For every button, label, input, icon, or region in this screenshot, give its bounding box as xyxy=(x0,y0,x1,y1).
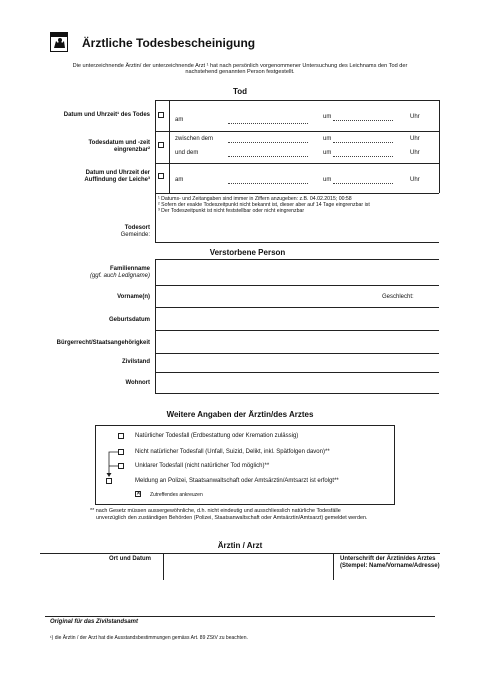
field-buergerrecht[interactable] xyxy=(157,331,437,352)
label-geschlecht: Geschlecht: xyxy=(382,294,414,300)
time-notes xyxy=(158,196,438,215)
intro-line-1: Die unterzeichnende Ärztin/ der unterzeichnende Arzt ¹ hat nach persönlich vorgenommener Untersuchung des Leichnams den Tod der xyxy=(72,63,408,69)
time-note-1: ¹ Datums- und Zeitangaben sind immer in Ziffern anzugeben: z.B. 04.02.2015; 00:58 xyxy=(158,196,352,202)
label-unterschrift-line1: Unterschrift der Ärztin/des Arztes xyxy=(340,556,436,562)
field-geburtsdatum[interactable] xyxy=(157,308,437,329)
section-heading-person: Verstorbene Person xyxy=(209,248,286,257)
option-natuerlich: Natürlicher Todesfall (Erdbestattung oder Kremation zulässig) xyxy=(135,433,299,439)
document-title: Ärztliche Todesbescheinigung xyxy=(82,36,256,50)
footnote-meldung xyxy=(90,508,420,523)
section-heading-tod: Tod xyxy=(232,87,248,96)
field-um-time-2a[interactable] xyxy=(333,142,393,143)
label-geburtsdatum: Geburtsdatum xyxy=(108,317,150,323)
label-unterschrift xyxy=(340,556,440,570)
field-ort-datum[interactable] xyxy=(165,555,331,579)
field-todesort[interactable] xyxy=(157,219,437,241)
label-um-2a: um xyxy=(323,136,332,142)
label-am-3: am xyxy=(175,177,184,183)
option-unklar: Unklarer Todesfall (nicht natürlicher Tod möglich)** xyxy=(135,463,270,469)
field-um-time-2b[interactable] xyxy=(333,156,393,157)
label-um-3: um xyxy=(323,177,332,183)
label-zivilstand: Zivilstand xyxy=(121,359,150,365)
label-zutreffendes: Zutreffendes ankreuzen xyxy=(150,492,203,498)
label-ledigname: (ggf. auch Ledigname) xyxy=(89,272,150,279)
checkbox-auffindung[interactable] xyxy=(158,173,164,179)
label-am-1: am xyxy=(175,117,184,123)
label-zwischen-dem: zwischen dem xyxy=(175,136,214,142)
label-wohnort: Wohnort xyxy=(125,380,150,386)
label-uhr-2a: Uhr xyxy=(410,136,420,142)
checkbox-natuerlich[interactable] xyxy=(118,433,124,439)
checkbox-eingrenzbar[interactable] xyxy=(158,142,164,148)
section-heading-weitere: Weitere Angaben der Ärztin/des Arztes xyxy=(166,410,314,419)
label-todesdatum-line2: eingrenzbar² xyxy=(113,146,150,153)
label-uhr-3: Uhr xyxy=(410,177,420,183)
label-unterschrift-line2: (Stempel: Name/Vorname/Adresse) xyxy=(340,562,440,569)
label-vorname: Vorname(n) xyxy=(117,294,150,300)
field-und-date[interactable] xyxy=(228,156,308,157)
label-todesdatum-eingrenzbar xyxy=(20,140,150,154)
field-familienname[interactable] xyxy=(157,260,437,284)
field-zwischen-date[interactable] xyxy=(228,142,308,143)
label-gemeinde: Gemeinde: xyxy=(120,232,150,238)
label-und-dem: und dem xyxy=(175,150,199,156)
field-um-time-1[interactable] xyxy=(333,120,393,121)
coat-of-arms-logo xyxy=(50,32,68,52)
label-datum-uhrzeit-tod: Datum und Uhrzeit¹ des Todes xyxy=(63,112,150,118)
label-todesort: Todesort xyxy=(124,225,150,231)
option-meldung: Meldung an Polizei, Staatsanwaltschaft oder Amtsärztin/Amtsarzt ist erfolgt** xyxy=(135,478,339,484)
field-am-date-1[interactable] xyxy=(228,123,308,124)
label-ort-datum: Ort und Datum xyxy=(109,556,151,562)
field-zivilstand[interactable] xyxy=(157,354,437,371)
label-auffindung-line2: Auffindung der Leiche³ xyxy=(84,176,150,183)
bracket-arrow xyxy=(104,450,120,480)
label-familienname: Familienname xyxy=(109,266,150,272)
label-um-1: um xyxy=(323,114,332,120)
field-um-time-3[interactable] xyxy=(333,183,393,184)
time-note-3: ³ Der Todeszeitpunkt ist nicht feststellbar oder nicht eingrenzbar xyxy=(158,208,305,215)
label-auffindung xyxy=(20,170,150,184)
intro-text xyxy=(30,63,450,76)
label-auffindung-line1: Datum und Uhrzeit der xyxy=(85,170,150,176)
intro-line-2: nachstehend genannten Person festgestellt. xyxy=(185,69,295,76)
footnote-line-2: unverzüglich den zuständigen Behörden (Polizei, Staatsanwaltschaft oder Amtsärztin/Amtsarzt) gemeldet werden. xyxy=(96,515,368,522)
label-original: Original für das Zivilstandsamt xyxy=(50,619,139,625)
field-am-date-3[interactable] xyxy=(228,183,308,184)
checkbox-datum-tod[interactable] xyxy=(158,112,164,118)
option-nicht-natuerlich: Nicht natürlicher Todesfall (Unfall, Suizid, Delikt, inkl. Spätfolgen davon)** xyxy=(135,449,330,455)
label-todesdatum-line1: Todesdatum und -zeit xyxy=(88,140,150,146)
label-uhr-2b: Uhr xyxy=(410,150,420,156)
field-vorname[interactable] xyxy=(157,286,367,306)
field-wohnort[interactable] xyxy=(157,373,437,392)
label-um-2b: um xyxy=(323,150,332,156)
label-uhr-1: Uhr xyxy=(410,114,420,120)
footer-note: ¹) die Ärztin / der Arzt hat die Ausstandsbestimmungen gemäss Art. 89 ZStV zu beachten. xyxy=(50,635,248,641)
footnote-line-1: ** nach Gesetz müssen aussergewöhnliche, d.h. nicht eindeutig und ausschliesslich natürliche Todesfälle xyxy=(90,508,341,514)
section-heading-arzt: Ärztin / Arzt xyxy=(217,541,263,550)
label-buergerrecht: Bürgerrecht/Staatsangehörigkeit xyxy=(56,340,150,346)
crossed-checkbox-icon: ✕ xyxy=(136,491,142,497)
time-note-2: ² Sofern der exakte Todeszeitpunkt nicht bekannt ist, dieser aber auf 14 Tage eingrenzbar ist xyxy=(158,202,370,209)
label-familienname-block xyxy=(20,266,150,280)
